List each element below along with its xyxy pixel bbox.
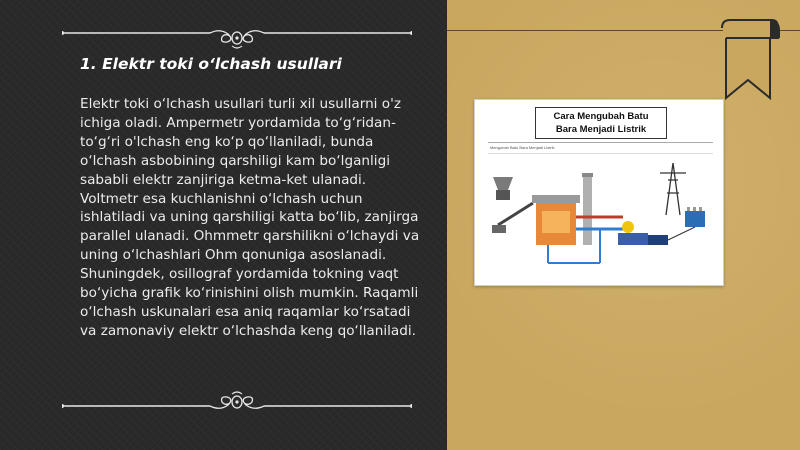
slide-body-text: Elektr toki o‘lchash usullari turli xil usullarni o'z ichiga oladi. Ampermetr yordamida to‘g‘ridan-to‘g‘ri o'lchash eng ko‘p qo‘llaniladi, bunda o‘lchash asbobining qarshiligi kam bo‘lganligi sababli elektr zanjiriga ketma-ket ulanadi. Voltmetr esa kuchlanishni o‘lchash uchun ishlatiladi va uning qarshiligi katta bo‘lib, zanjirga parallel ulanadi. Ohmmetr qarshilikni o‘lchaydi va uning o‘lchashlari Ohm qonuniga asoslanadi. Shuningdek, osillograf yordamida tokning vaqt bo‘yicha grafik ko‘rinishini olish mumkin. Raqamli o‘lchash uskunalari esa aniq raqamlar ko‘rsatadi va zamonaviy elektr o‘lchashda keng qo‘llaniladi. bbox=[80, 96, 420, 339]
image-title-box bbox=[535, 107, 667, 139]
top-divider-ornament bbox=[62, 26, 412, 52]
slide-heading: 1. Elektr toki o‘lchash usullari bbox=[80, 55, 342, 73]
bottom-divider-ornament bbox=[62, 388, 412, 414]
image-title-line1: Cara Mengubah Batu bbox=[553, 111, 649, 122]
image-title-line2: Bara Menjadi Listrik bbox=[555, 124, 647, 135]
power-plant-diagram-image bbox=[474, 99, 724, 286]
bookmark-ribbon-icon bbox=[718, 18, 780, 100]
image-subtitle: Mengubah Batu Bara Menjadi Listrik bbox=[488, 142, 713, 154]
coal-power-plant-illustration bbox=[488, 155, 713, 280]
